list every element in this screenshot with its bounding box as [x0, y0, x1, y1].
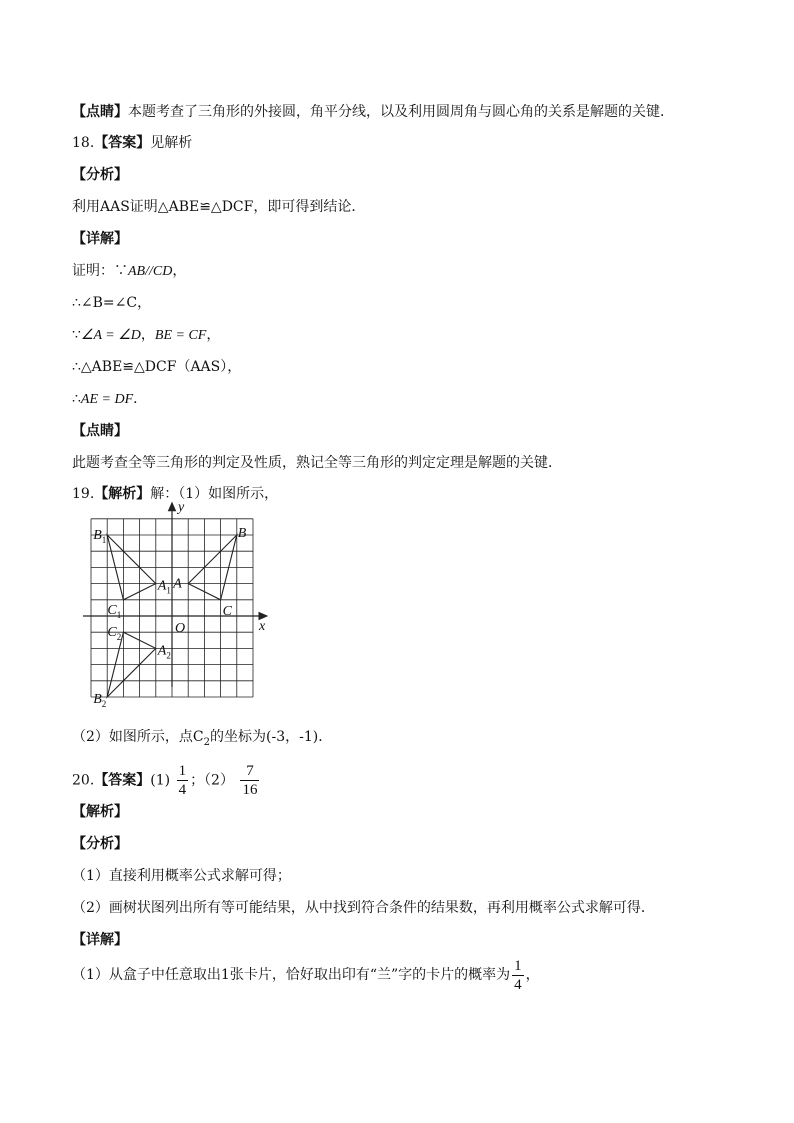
point-c-label: C — [222, 603, 232, 619]
proof-line-3 — [72, 325, 220, 346]
analysis-heading: 【分析】 — [72, 836, 128, 852]
answer-line-18 — [72, 133, 192, 153]
point-c2-label: $C_2$ — [107, 625, 122, 643]
punctuation: ， — [172, 263, 187, 279]
analysis-text: 利用AAS证明△ABE≌△DCF，即可得到结论． — [72, 199, 366, 215]
solution-heading: 【解析】 — [72, 804, 128, 820]
remark-text: 此题考查全等三角形的判定及性质，熟记全等三角形的判定定理是解题的关键． — [72, 455, 562, 471]
math-expression: BE = CF — [154, 328, 207, 343]
question-number: 19. — [72, 486, 95, 502]
fraction-seven-sixteenths — [240, 762, 259, 799]
math-expression: AB//CD — [128, 264, 173, 279]
denominator: 4 — [178, 782, 187, 798]
denominator: 16 — [242, 782, 258, 798]
proof-prefix: 证明：∵ — [72, 263, 128, 279]
math-expression: ∠A = ∠D — [80, 328, 141, 343]
coordinate-grid-figure — [76, 499, 276, 709]
analysis-heading: 【分析】 — [72, 167, 128, 183]
proof-prefix: ∴ — [72, 391, 81, 407]
point-c1-label: $C_1$ — [107, 602, 122, 620]
fraction-one-quarter — [512, 957, 524, 994]
punctuation: ， — [206, 327, 221, 343]
proof-line-2: ∴∠B=∠C， — [72, 295, 152, 311]
numerator: 7 — [240, 762, 259, 781]
section-heading: 【点睛】 — [72, 104, 128, 120]
point-a2-label: $A_2$ — [157, 643, 171, 661]
body-text: （2）如图所示，点C — [72, 729, 204, 745]
subscript: 2 — [203, 736, 210, 748]
section-heading: 【答案】 — [94, 772, 151, 789]
numerator: 1 — [514, 957, 522, 974]
part-label: (1) — [150, 772, 171, 789]
y-axis-label: y — [178, 499, 185, 515]
point-a1-label: $A_1$ — [157, 578, 171, 596]
proof-line-5 — [72, 389, 147, 410]
detail-heading: 【详解】 — [72, 932, 128, 948]
point-b2-label: $B_2$ — [93, 692, 107, 709]
fraction-one-quarter — [177, 762, 189, 799]
point-b-label: B — [237, 526, 247, 541]
answer-line-20 — [72, 762, 261, 799]
section-heading: 【解析】 — [94, 486, 151, 502]
punctuation: ． — [133, 391, 148, 407]
analysis-text-2: （2）画树状图列出所有等可能结果，从中找到符合条件的结果数，再利用概率公式求解可得． — [72, 900, 655, 916]
detail-line-1 — [72, 955, 540, 995]
point-labels — [93, 500, 266, 709]
question-number: 20. — [72, 772, 95, 789]
proof-line-4: ∴△ABE≌△DCF（AAS）， — [72, 359, 242, 375]
math-expression: AE = DF — [80, 392, 134, 407]
body-text: 的坐标为(-3，-1)． — [210, 729, 333, 745]
body-text: 本题考查了三角形的外接圆，角平分线，以及利用圆周角与圆心角的关系是解题的关键． — [128, 104, 674, 120]
analysis-text-1: （1）直接利用概率公式求解可得； — [72, 868, 291, 884]
x-axis-label: x — [259, 619, 266, 634]
body-text: 见解析 — [150, 135, 193, 151]
detail-heading: 【详解】 — [72, 231, 128, 247]
proof-line-1 — [72, 261, 186, 282]
origin-label: O — [175, 621, 186, 636]
point-b1-label: $B_1$ — [93, 528, 107, 545]
remark-heading: 【点睛】 — [72, 423, 128, 439]
denominator: 4 — [514, 976, 522, 993]
y-axis-arrow — [169, 503, 176, 511]
solution-line-19 — [72, 484, 278, 504]
question-number: 18. — [72, 135, 95, 151]
numerator: 1 — [178, 763, 187, 779]
separator: ；（2） — [190, 772, 234, 789]
punctuation: ， — [140, 327, 155, 343]
solution-line-19-part2 — [72, 727, 332, 753]
body-text: （1）从盒子中任意取出1张卡片，恰好取出印有“兰”字的卡片的概率为 — [72, 967, 511, 983]
body-text: 解：（1）如图所示， — [150, 486, 279, 502]
punctuation: ， — [525, 967, 540, 983]
remark-line-17 — [72, 102, 674, 122]
section-heading: 【答案】 — [94, 135, 151, 151]
point-a-label: A — [173, 576, 182, 592]
proof-prefix: ∵ — [72, 327, 81, 343]
